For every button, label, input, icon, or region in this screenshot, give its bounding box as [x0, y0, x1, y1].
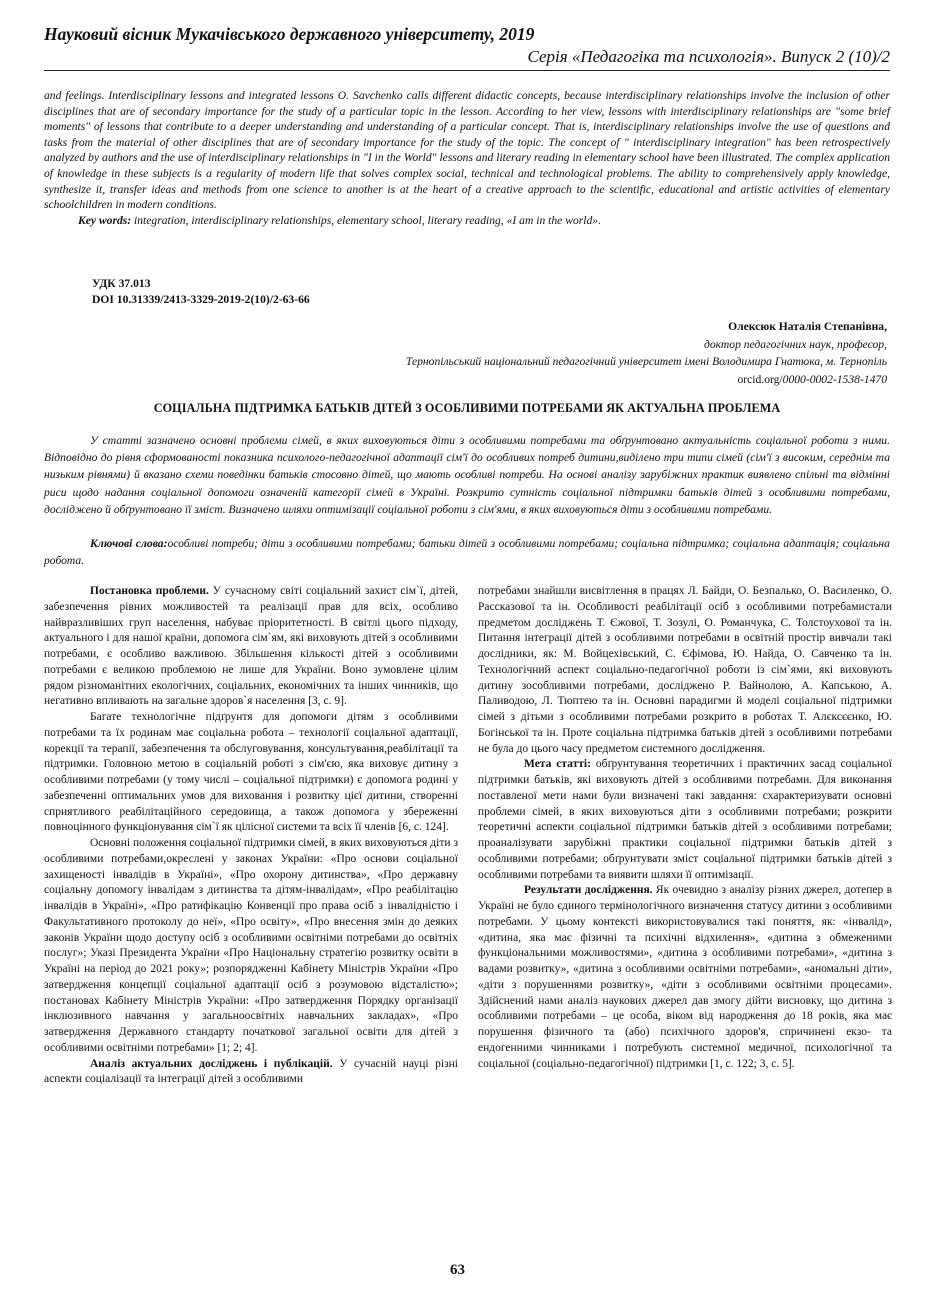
- page-number: 63: [450, 1262, 465, 1278]
- author-orcid[interactable]: [406, 371, 887, 389]
- ukrainian-keywords: [44, 535, 890, 569]
- paragraph-analysis: [44, 1057, 458, 1089]
- doi: DOI 10.31339/2413-3329-2019-2(10)/2-63-66: [92, 293, 310, 306]
- paragraph-text: У сучасному світі соціальний захист сім`ї, дітей, забезпечення рівних можливостей та реалізації прав для всіх, особливо найвразливіших груп населення, набуває пріоритетності. В світлі цього підходу, актуального і для нашої країни, допомога сім`ям, які виховують дітей з особливими потребами, є особливо важливою. Збільшення кількості дітей з особливими потребами є великою проблемою не лише для України. Воно зумовлене цілим рядом різноманітних екологічних, соціальних, економічних та інших чинників, що негативно впливають на загальне здоров`я населення [3, с. 9].: [44, 585, 459, 708]
- section-lead-aim: Мета статті:: [524, 758, 591, 771]
- english-keywords: [44, 213, 890, 229]
- author-name: Олексюк Наталія Степанівна,: [728, 320, 887, 333]
- article-title: СОЦІАЛЬНА ПІДТРИМКА БАТЬКІВ ДІТЕЙ З ОСОБЛИВИМИ ПОТРЕБАМИ ЯК АКТУАЛЬНА ПРОБЛЕМА: [153, 401, 781, 415]
- orcid-id: 0000-0002-1538-1470: [782, 372, 887, 386]
- paragraph-aim: [478, 757, 892, 883]
- paragraph-problem-statement: [44, 584, 458, 710]
- orcid-prefix: orcid.org/: [737, 372, 783, 386]
- paragraph-legislation: Основні положення соціальної підтримки сімей, в яких виховуються діти з особливими потребами,окреслені у законах України: «Про основи соціальної захищеності інвалідів в Україні», «Про охорону дитинства», «Про державну соціальну допомогу інвалідам з дитинства та дітям-інвалідам», «Про реабілітацію інвалідів в Україні», «Про ратифікацію Конвенції про права осіб з інвалідністю і Факультативного протоколу до неї», «Про освіту», «Про внесення змін до деяких законів України щодо доступу осіб з особливими освітніми потребами до освітніх послуг»; Указі Президента України «Про Національну стратегію розвитку освіти в Україні на період до 2021 року»; розпорядженні Кабінету Міністрів України «Про затвердження концепції соціальної адаптації осіб з розумовою відсталістю»; постановах Кабінету Міністрів України: «Про затвердження Порядку організації інклюзивного навчання у загальноосвітніх навчальних закладах», «Про затвердження Державного стандарту початкової загальної освіти для дітей з особливими освітніми потребами» [1; 2; 4].: [44, 837, 458, 1054]
- ukrainian-keywords-label: Ключові слова:: [90, 537, 168, 550]
- left-column: [44, 584, 458, 1088]
- section-lead-analysis: Аналіз актуальних досліджень і публікацій.: [90, 1057, 333, 1070]
- english-keywords-label: Key words:: [78, 213, 132, 227]
- paragraph-analysis-continued: потребами знайшли висвітлення в працях Л. Байди, О. Безпалько, О. Василенко, О. Рассказової та ін. Особливості реабілітації осіб з особливими потребамистали предметом досліджень Т. Єжової, Т. Зозулі, О. Романчука, С. Толстоухової та ін. Питання інтеграції дітей з особливими потребами в освітній простір вивчали такі дослідники, як: М. Войцехівський, С. Єфімова, Ю. Найда, О. Савченко та ін. Технологічний аспект соціально-педагогічної роботи із сім`ями, які виховують дитину зособливими потребами, досліджено Р. Вайнолою, А. Капською, А. Паливодою, Л. Тюптею та ін. Основні парадигми й моделі соціальної підтримки сімей з дітьми з особливими потребами розкрито в роботах Т. Алєксєєнко, Ю. Богінської та ін. Проте соціальна підтримка батьків дітей з особливими потребами не була до цього часу предметом системного дослідження.: [478, 585, 892, 755]
- udc-code: УДК 37.013: [92, 277, 151, 290]
- header-divider: [44, 70, 890, 71]
- english-keywords-list: integration, interdisciplinary relationships, elementary school, literary reading, «I am in the world».: [131, 213, 601, 227]
- author-info: [406, 318, 887, 388]
- journal-title: Науковий вісник Мукачівського державного університету, 2019: [44, 24, 535, 44]
- article-identifiers: [92, 276, 310, 308]
- section-lead-problem: Постановка проблеми.: [90, 585, 209, 597]
- paragraph-text: Як очевидно з аналізу різних джерел, дотепер в Україні не було єдиного термінологічного визначення статусу дитини з особливими потребами. У цьому контексті використовувалися такі поняття, як: «інвалід», «дитина, яка має фізичні та психічні відхилення», «дитина з обмеженими функціональними можливостями», «дитина з особливими потребами», «дитина з вадами розвитку», «дитина з особливими освітніми потребами», «аномальні діти», «діти з порушеннями розвитку», «діти з особливими освітніми процесами». Здійснений нами аналіз наукових джерел дав змогу дійти висновку, що дитина з особливими потребами – це особа, віком від народження до 18 років, яка має порушення фізичного та (або) психічного здоров'я, спричинені екзо- та ендогенними чинниками і потребують системної медичної, психологічної та соціальної (соціально-педагогічної) підтримки [1, с. 122; 3, с. 5].: [478, 884, 892, 1070]
- section-lead-results: Результати дослідження.: [524, 884, 653, 897]
- paragraph-text: обґрунтування теоретичних і практичних засад соціальної підтримки батьків, які виховують дітей з особливими потребами. Для виконання поставленої мети нами були визначені такі завдання: схарактеризувати основні проблеми сімей, в яких виховуються діти з особливими потребами; розкрити теоретичні аспекти соціальної підтримки батьків дітей з особливими потребами; проаналізувати зарубіжні практики соціальної підтримки батьків дітей з особливими потребами; обґрунтувати зміст соціальної підтримки батьків дітей з особливими потребами та виявити шляхи її оптимізації.: [478, 758, 892, 881]
- paragraph-text: У сучасній науці різні аспекти соціалізації та інтеграції дітей з особливими: [44, 1057, 458, 1086]
- running-header: [44, 24, 890, 67]
- english-abstract: [44, 88, 890, 228]
- author-degree: доктор педагогічних наук, професор,: [703, 337, 887, 351]
- ukrainian-abstract: У статті зазначено основні проблеми сімей, в яких виховуються діти з особливими потребами та обґрунтовано актуальність соціальної роботи з ними. Відповідно до рівня сформованості показника психолого-педагогічної адаптації сім'ї до особливих потреб дитини,виділено три типи сімей (сім'ї з високим, середнім та низьким рівнями) й вказано схеми поведінки батьків стосовно дітей, що мають особливі потреби. На основі аналізу зарубіжних практик виявлено спільні та відмінні риси щодо надання соціальної допомоги означеній категорії сімей в Україні. Розкрито сутність соціальної підтримки батьків дітей з особливими потребами, досліджено й обґрунтовано її зміст. Визначено шляхи оптимізації соціальної роботи з сім'ями, в яких виховуються діти з особливими потребами.: [44, 434, 890, 516]
- right-column: [478, 584, 892, 1072]
- series-title: Серія «Педагогіка та психологія». Випуск 2 (10)/2: [527, 47, 890, 66]
- paragraph-technology: Багате технологічне підґрунтя для допомоги дітям з особливими потребами та їх родинам має соціальна робота – технології соціальної адаптації, корекції та терапії, забезпечення та обслуговування, консультування,реабілітації та підтримки. Головною метою в соціальній роботі з сім'єю, яка виховує дитину з особливими потребами (у тому числі – соціальної підтримки) є допомога родині у забезпеченні оптимальних умов для виховання і розвитку цієї дитини, створенні сприятливого реабілітаційного середовища, а також допомога у збереженні повноцінного функціонування сім`ї як цілісної системи та всіх її членів [6, с. 124].: [44, 711, 458, 834]
- author-affiliation: Тернопільський національний педагогічний університет імені Володимира Гнатюка, м. Тернопіль: [405, 355, 887, 368]
- ukrainian-keywords-list: особливі потреби; діти з особливими потребами; батьки дітей з особливими потребами; соціальна підтримка; соціальна адаптація; соціальна робота.: [44, 537, 890, 568]
- english-abstract-text: and feelings. Interdisciplinary lessons and integrated lessons O. Savchenko calls different didactic concepts, because interdisciplinary relationships involve the inclusion of other disciplines that are of secondary importance for the study of a particular topic in the lesson. According to her view, lessons with interdisciplinary relationships are "some brief moments" of lessons that contribute to a deeper understanding and understanding of a particular concept. That is, interdisciplinary relationships involve the use of questions and tasks from the material of other disciplines that are of secondary importance for the study of the topic. The concept of " interdisciplinary integration" has been retrospectively analyzed by authors and the use of interdisciplinary relationships in "I in the World" lessons and literary reading in elementary school have been illustrated. The complex application of knowledge in these subjects is a regularity of modern life that solves complex social, technical and technological problems. The ability to comprehensively apply knowledge, synthesize it, transfer ideas and methods from one science to another is at the heart of a creative approach to the scientific, educational and artistic activities of elementary schoolchildren in modern conditions.: [44, 89, 890, 212]
- paragraph-results: [478, 883, 892, 1072]
